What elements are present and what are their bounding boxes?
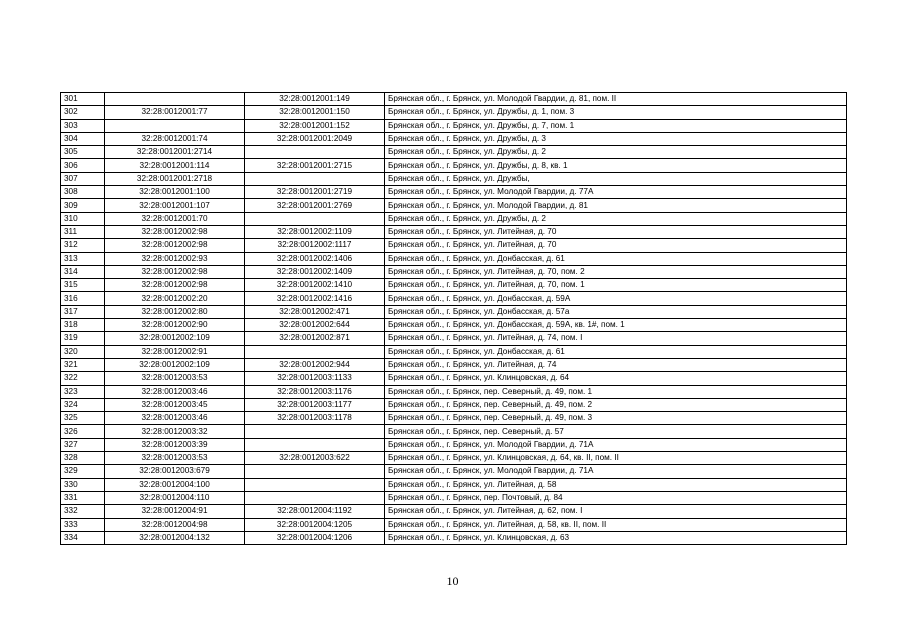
- address-cell: Брянская обл., г. Брянск, ул. Молодой Гвардии, д. 81: [385, 199, 847, 212]
- building-cadastral-number-cell: 32:28:0012003:1133: [245, 372, 385, 385]
- land-cadastral-number-cell: 32:28:0012002:98: [105, 265, 245, 278]
- row-number-cell: 316: [61, 292, 105, 305]
- address-cell: Брянская обл., г. Брянск, ул. Молодой Гвардии, д. 77А: [385, 186, 847, 199]
- table-row: [61, 518, 847, 531]
- table-row: [61, 332, 847, 345]
- address-cell: Брянская обл., г. Брянск, ул. Литейная, д. 70, пом. 2: [385, 265, 847, 278]
- row-number-cell: 321: [61, 358, 105, 371]
- land-cadastral-number-cell: 32:28:0012002:80: [105, 305, 245, 318]
- address-cell: Брянская обл., г. Брянск, ул. Молодой Гвардии, д. 71А: [385, 465, 847, 478]
- address-cell: Брянская обл., г. Брянск, ул. Молодой Гвардии, д. 71А: [385, 438, 847, 451]
- land-cadastral-number-cell: 32:28:0012002:20: [105, 292, 245, 305]
- row-number-cell: 333: [61, 518, 105, 531]
- building-cadastral-number-cell: 32:28:0012002:1406: [245, 252, 385, 265]
- table-row: [61, 491, 847, 504]
- table-row: [61, 252, 847, 265]
- table-row: [61, 372, 847, 385]
- building-cadastral-number-cell: 32:28:0012002:471: [245, 305, 385, 318]
- table-row: [61, 146, 847, 159]
- row-number-cell: 305: [61, 146, 105, 159]
- row-number-cell: 323: [61, 385, 105, 398]
- land-cadastral-number-cell: 32:28:0012002:109: [105, 332, 245, 345]
- land-cadastral-number-cell: 32:28:0012004:98: [105, 518, 245, 531]
- land-cadastral-number-cell: 32:28:0012003:46: [105, 412, 245, 425]
- land-cadastral-number-cell: 32:28:0012004:100: [105, 478, 245, 491]
- building-cadastral-number-cell: 32:28:0012001:152: [245, 119, 385, 132]
- row-number-cell: 311: [61, 225, 105, 238]
- building-cadastral-number-cell: 32:28:0012002:1410: [245, 279, 385, 292]
- building-cadastral-number-cell: 32:28:0012001:149: [245, 93, 385, 106]
- row-number-cell: 307: [61, 172, 105, 185]
- row-number-cell: 332: [61, 505, 105, 518]
- address-cell: Брянская обл., г. Брянск, пер. Северный, д. 49, пом. 3: [385, 412, 847, 425]
- table-row: [61, 398, 847, 411]
- land-cadastral-number-cell: 32:28:0012003:45: [105, 398, 245, 411]
- table-row: [61, 531, 847, 544]
- table-row: [61, 319, 847, 332]
- land-cadastral-number-cell: 32:28:0012002:93: [105, 252, 245, 265]
- land-cadastral-number-cell: 32:28:0012001:107: [105, 199, 245, 212]
- building-cadastral-number-cell: [245, 212, 385, 225]
- row-number-cell: 319: [61, 332, 105, 345]
- address-cell: Брянская обл., г. Брянск, ул. Литейная, д. 58, кв. II, пом. II: [385, 518, 847, 531]
- row-number-cell: 306: [61, 159, 105, 172]
- table-row: [61, 425, 847, 438]
- address-cell: Брянская обл., г. Брянск, ул. Донбасская, д. 61: [385, 252, 847, 265]
- land-cadastral-number-cell: 32:28:0012001:2714: [105, 146, 245, 159]
- address-cell: Брянская обл., г. Брянск, пер. Северный, д. 57: [385, 425, 847, 438]
- table-row: [61, 465, 847, 478]
- table-row: [61, 358, 847, 371]
- address-cell: Брянская обл., г. Брянск, ул. Клинцовская, д. 64: [385, 372, 847, 385]
- address-cell: Брянская обл., г. Брянск, ул. Дружбы, д. 2: [385, 212, 847, 225]
- table-row: [61, 159, 847, 172]
- table-row: [61, 106, 847, 119]
- building-cadastral-number-cell: 32:28:0012004:1205: [245, 518, 385, 531]
- row-number-cell: 309: [61, 199, 105, 212]
- building-cadastral-number-cell: [245, 478, 385, 491]
- row-number-cell: 325: [61, 412, 105, 425]
- address-cell: Брянская обл., г. Брянск, пер. Почтовый, д. 84: [385, 491, 847, 504]
- table-body: [61, 93, 847, 545]
- land-cadastral-number-cell: [105, 93, 245, 106]
- address-cell: Брянская обл., г. Брянск, ул. Клинцовская, д. 64, кв. II, пом. II: [385, 452, 847, 465]
- row-number-cell: 317: [61, 305, 105, 318]
- land-cadastral-number-cell: 32:28:0012003:53: [105, 452, 245, 465]
- row-number-cell: 304: [61, 132, 105, 145]
- address-cell: Брянская обл., г. Брянск, ул. Литейная, д. 74: [385, 358, 847, 371]
- address-cell: Брянская обл., г. Брянск, ул. Литейная, д. 70: [385, 225, 847, 238]
- building-cadastral-number-cell: 32:28:0012001:2769: [245, 199, 385, 212]
- row-number-cell: 328: [61, 452, 105, 465]
- building-cadastral-number-cell: [245, 146, 385, 159]
- building-cadastral-number-cell: 32:28:0012003:1176: [245, 385, 385, 398]
- address-cell: Брянская обл., г. Брянск, ул. Клинцовская, д. 63: [385, 531, 847, 544]
- land-cadastral-number-cell: 32:28:0012002:109: [105, 358, 245, 371]
- table-row: [61, 345, 847, 358]
- table-row: [61, 279, 847, 292]
- table-row: [61, 186, 847, 199]
- address-cell: Брянская обл., г. Брянск, ул. Дружбы,: [385, 172, 847, 185]
- land-cadastral-number-cell: 32:28:0012001:100: [105, 186, 245, 199]
- address-cell: Брянская обл., г. Брянск, ул. Литейная, д. 58: [385, 478, 847, 491]
- address-cell: Брянская обл., г. Брянск, ул. Дружбы, д. 2: [385, 146, 847, 159]
- row-number-cell: 329: [61, 465, 105, 478]
- building-cadastral-number-cell: [245, 172, 385, 185]
- table-row: [61, 438, 847, 451]
- address-cell: Брянская обл., г. Брянск, ул. Донбасская, д. 61: [385, 345, 847, 358]
- table-row: [61, 93, 847, 106]
- table-row: [61, 225, 847, 238]
- land-cadastral-number-cell: 32:28:0012003:679: [105, 465, 245, 478]
- row-number-cell: 312: [61, 239, 105, 252]
- land-cadastral-number-cell: [105, 119, 245, 132]
- table-row: [61, 292, 847, 305]
- building-cadastral-number-cell: 32:28:0012001:150: [245, 106, 385, 119]
- building-cadastral-number-cell: [245, 425, 385, 438]
- address-cell: Брянская обл., г. Брянск, ул. Донбасская, д. 57а: [385, 305, 847, 318]
- building-cadastral-number-cell: 32:28:0012004:1206: [245, 531, 385, 544]
- address-cell: Брянская обл., г. Брянск, ул. Дружбы, д. 8, кв. 1: [385, 159, 847, 172]
- row-number-cell: 318: [61, 319, 105, 332]
- building-cadastral-number-cell: 32:28:0012001:2719: [245, 186, 385, 199]
- row-number-cell: 301: [61, 93, 105, 106]
- page-number: 10: [446, 574, 459, 588]
- address-cell: Брянская обл., г. Брянск, ул. Литейная, д. 74, пом. I: [385, 332, 847, 345]
- row-number-cell: 302: [61, 106, 105, 119]
- land-cadastral-number-cell: 32:28:0012004:91: [105, 505, 245, 518]
- row-number-cell: 310: [61, 212, 105, 225]
- building-cadastral-number-cell: 32:28:0012003:622: [245, 452, 385, 465]
- row-number-cell: 330: [61, 478, 105, 491]
- building-cadastral-number-cell: 32:28:0012002:944: [245, 358, 385, 371]
- row-number-cell: 308: [61, 186, 105, 199]
- land-cadastral-number-cell: 32:28:0012003:32: [105, 425, 245, 438]
- address-cell: Брянская обл., г. Брянск, ул. Литейная, д. 70: [385, 239, 847, 252]
- land-cadastral-number-cell: 32:28:0012003:39: [105, 438, 245, 451]
- address-cell: Брянская обл., г. Брянск, пер. Северный, д. 49, пом. 2: [385, 398, 847, 411]
- row-number-cell: 314: [61, 265, 105, 278]
- row-number-cell: 334: [61, 531, 105, 544]
- table-row: [61, 305, 847, 318]
- row-number-cell: 313: [61, 252, 105, 265]
- land-cadastral-number-cell: 32:28:0012002:98: [105, 239, 245, 252]
- row-number-cell: 324: [61, 398, 105, 411]
- building-cadastral-number-cell: [245, 465, 385, 478]
- row-number-cell: 322: [61, 372, 105, 385]
- building-cadastral-number-cell: 32:28:0012001:2049: [245, 132, 385, 145]
- row-number-cell: 327: [61, 438, 105, 451]
- address-cell: Брянская обл., г. Брянск, ул. Дружбы, д. 7, пом. 1: [385, 119, 847, 132]
- table-row: [61, 199, 847, 212]
- land-cadastral-number-cell: 32:28:0012001:2718: [105, 172, 245, 185]
- building-cadastral-number-cell: [245, 438, 385, 451]
- land-cadastral-number-cell: 32:28:0012004:110: [105, 491, 245, 504]
- table-row: [61, 132, 847, 145]
- row-number-cell: 315: [61, 279, 105, 292]
- building-cadastral-number-cell: 32:28:0012003:1178: [245, 412, 385, 425]
- land-cadastral-number-cell: 32:28:0012001:77: [105, 106, 245, 119]
- building-cadastral-number-cell: 32:28:0012002:1117: [245, 239, 385, 252]
- address-cell: Брянская обл., г. Брянск, пер. Северный, д. 49, пом. 1: [385, 385, 847, 398]
- table-row: [61, 172, 847, 185]
- land-cadastral-number-cell: 32:28:0012002:91: [105, 345, 245, 358]
- row-number-cell: 331: [61, 491, 105, 504]
- building-cadastral-number-cell: 32:28:0012002:1409: [245, 265, 385, 278]
- land-cadastral-number-cell: 32:28:0012002:90: [105, 319, 245, 332]
- table-row: [61, 212, 847, 225]
- land-cadastral-number-cell: 32:28:0012002:98: [105, 225, 245, 238]
- address-cell: Брянская обл., г. Брянск, ул. Литейная, д. 62, пом. I: [385, 505, 847, 518]
- table-row: [61, 505, 847, 518]
- table-row: [61, 119, 847, 132]
- table-row: [61, 239, 847, 252]
- building-cadastral-number-cell: 32:28:0012003:1177: [245, 398, 385, 411]
- address-cell: Брянская обл., г. Брянск, ул. Дружбы, д. 3: [385, 132, 847, 145]
- address-cell: Брянская обл., г. Брянск, ул. Донбасская, д. 59А: [385, 292, 847, 305]
- table-row: [61, 478, 847, 491]
- address-cell: Брянская обл., г. Брянск, ул. Молодой Гвардии, д. 81, пом. II: [385, 93, 847, 106]
- table-row: [61, 452, 847, 465]
- row-number-cell: 320: [61, 345, 105, 358]
- row-number-cell: 326: [61, 425, 105, 438]
- address-cell: Брянская обл., г. Брянск, ул. Литейная, д. 70, пом. 1: [385, 279, 847, 292]
- land-cadastral-number-cell: 32:28:0012004:132: [105, 531, 245, 544]
- address-cell: Брянская обл., г. Брянск, ул. Дружбы, д. 1, пом. 3: [385, 106, 847, 119]
- building-cadastral-number-cell: 32:28:0012002:1416: [245, 292, 385, 305]
- row-number-cell: 303: [61, 119, 105, 132]
- building-cadastral-number-cell: [245, 345, 385, 358]
- building-cadastral-number-cell: 32:28:0012002:644: [245, 319, 385, 332]
- cadastral-table: [60, 92, 847, 545]
- address-cell: Брянская обл., г. Брянск, ул. Донбасская, д. 59А, кв. 1#, пом. 1: [385, 319, 847, 332]
- land-cadastral-number-cell: 32:28:0012002:98: [105, 279, 245, 292]
- table-row: [61, 412, 847, 425]
- table-row: [61, 265, 847, 278]
- land-cadastral-number-cell: 32:28:0012003:46: [105, 385, 245, 398]
- table-row: [61, 385, 847, 398]
- building-cadastral-number-cell: 32:28:0012001:2715: [245, 159, 385, 172]
- land-cadastral-number-cell: 32:28:0012001:74: [105, 132, 245, 145]
- building-cadastral-number-cell: 32:28:0012002:871: [245, 332, 385, 345]
- land-cadastral-number-cell: 32:28:0012001:70: [105, 212, 245, 225]
- land-cadastral-number-cell: 32:28:0012001:114: [105, 159, 245, 172]
- building-cadastral-number-cell: 32:28:0012004:1192: [245, 505, 385, 518]
- building-cadastral-number-cell: 32:28:0012002:1109: [245, 225, 385, 238]
- building-cadastral-number-cell: [245, 491, 385, 504]
- land-cadastral-number-cell: 32:28:0012003:53: [105, 372, 245, 385]
